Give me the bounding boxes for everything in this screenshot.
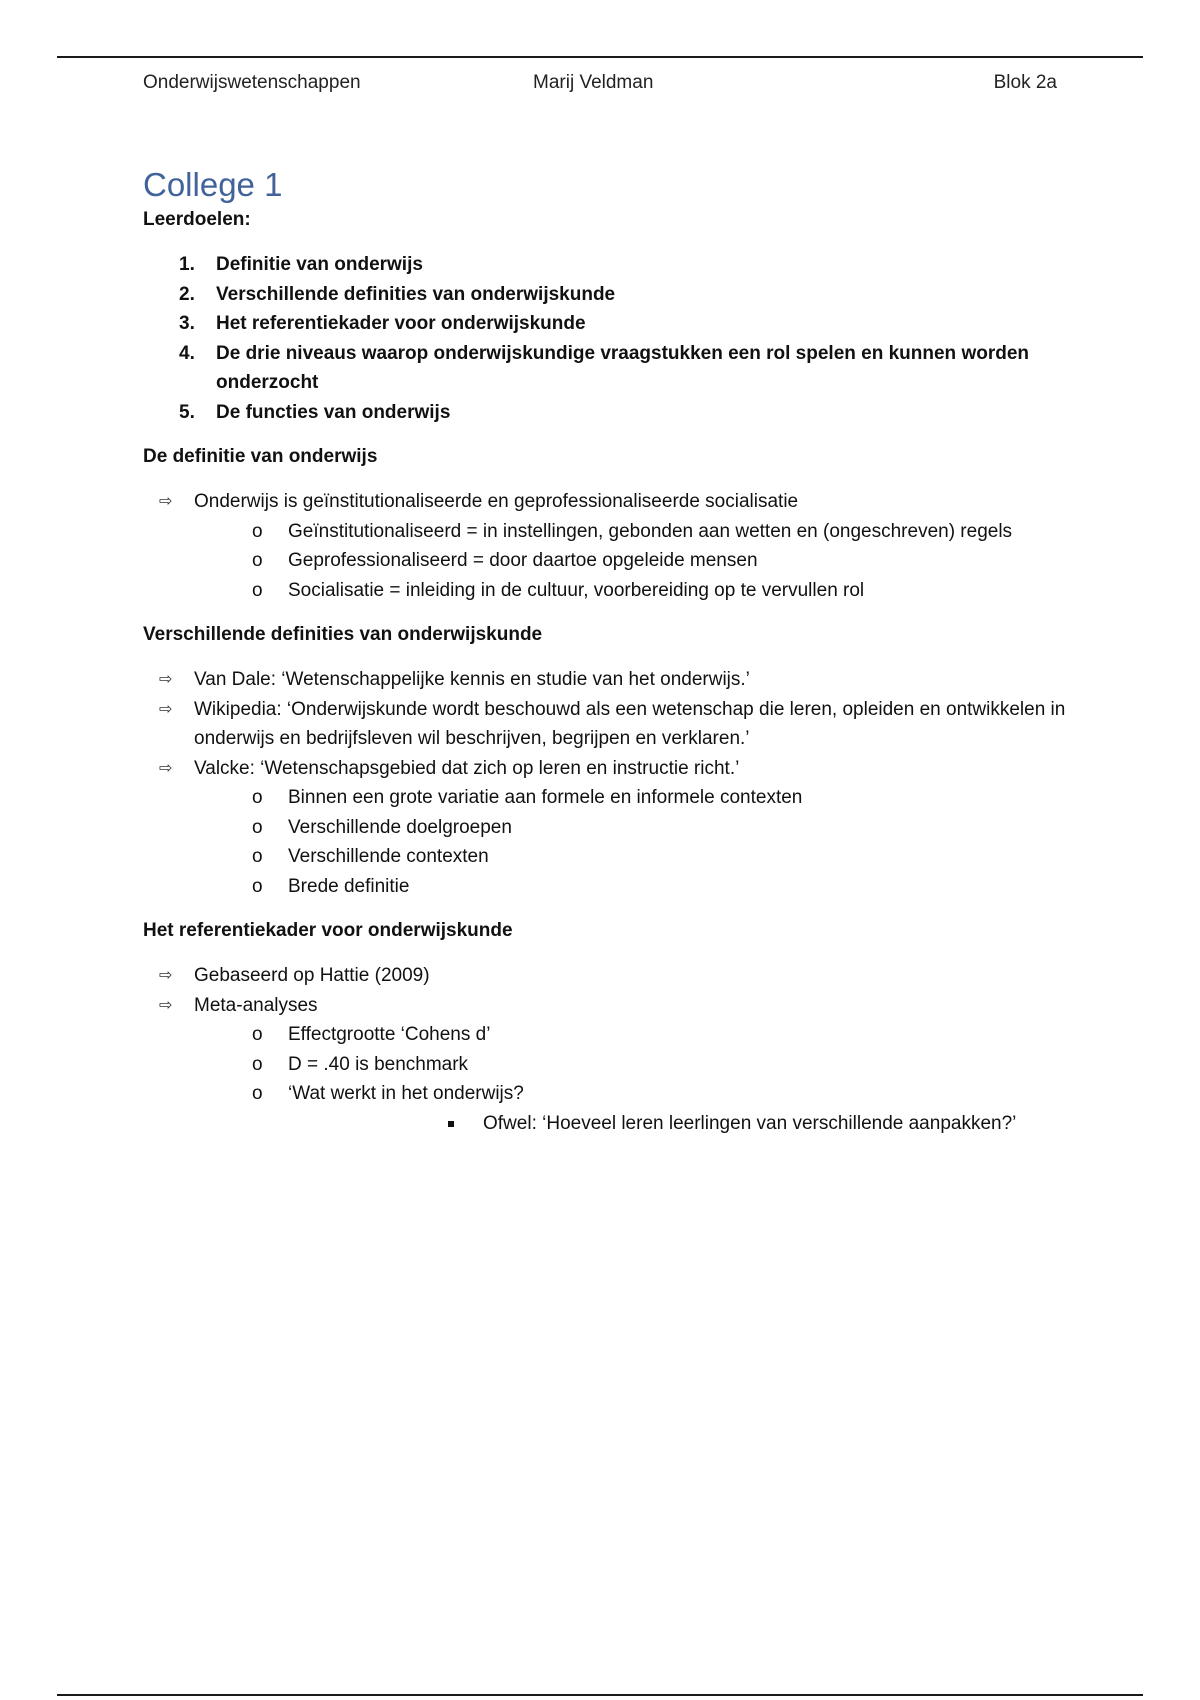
list-item-text: Meta-analyses xyxy=(194,994,318,1016)
arrow-right-icon: ⇨ xyxy=(159,671,173,688)
goal-text: De functies van onderwijs xyxy=(216,401,451,423)
sub-item xyxy=(194,546,1073,576)
list-item xyxy=(143,695,1073,754)
goal-item xyxy=(143,398,1073,428)
goals-label: Leerdoelen: xyxy=(143,209,251,230)
arrow-right-icon: ⇨ xyxy=(159,700,173,718)
arrow-right-icon: ⇨ xyxy=(159,967,173,984)
page-header xyxy=(143,72,1057,98)
list-item xyxy=(143,665,1073,695)
circle-bullet-icon: o xyxy=(252,875,263,897)
goals-list xyxy=(143,250,1073,427)
sub-item-text: Binnen een grote variatie aan formele en informele contexten xyxy=(288,787,803,808)
circle-bullet-icon: o xyxy=(252,579,263,601)
circle-bullet-icon: o xyxy=(252,816,263,838)
sub-item xyxy=(194,783,1073,813)
circle-bullet-icon: o xyxy=(252,1083,263,1104)
circle-bullet-icon: o xyxy=(252,1024,263,1045)
sub-item xyxy=(194,517,1073,547)
sub-item xyxy=(194,872,1073,902)
goal-number: 3. xyxy=(179,313,195,334)
sub-item xyxy=(194,576,1073,606)
page-title: College 1 xyxy=(143,166,283,203)
header-author: Marij Veldman xyxy=(533,72,654,93)
sub-item xyxy=(194,1079,1073,1138)
arrow-right-icon: ⇨ xyxy=(159,996,173,1014)
sub-list xyxy=(194,783,1073,901)
definities-list xyxy=(143,665,1073,901)
goal-item xyxy=(143,309,1073,339)
arrow-right-icon: ⇨ xyxy=(159,493,173,510)
list-item xyxy=(143,487,1073,605)
goal-item xyxy=(143,280,1073,310)
goal-number: 4. xyxy=(179,342,195,364)
circle-bullet-icon: o xyxy=(252,787,263,808)
circle-bullet-icon: o xyxy=(252,520,263,542)
goal-text: De drie niveaus waarop onderwijskundige vraagstukken een rol spelen en kunnen worden onderzocht xyxy=(216,342,1030,393)
sub-item-text: Geprofessionaliseerd = door daartoe opgeleide mensen xyxy=(288,550,758,571)
list-item-text: Wikipedia: ‘Onderwijskunde wordt beschouwd als een wetenschap die leren, opleiden en ontwikkelen in onderwijs en bedrijfsleven wil beschrijven, begrijpen en verklaren.’ xyxy=(194,698,1066,749)
header-block: Blok 2a xyxy=(993,72,1057,93)
sub-item-text: Verschillende contexten xyxy=(288,846,489,867)
sub-item-text: Socialisatie = inleiding in de cultuur, voorbereiding op te vervullen rol xyxy=(288,579,865,601)
header-course: Onderwijswetenschappen xyxy=(143,72,361,93)
sub-sub-item-text: Ofwel: ‘Hoeveel leren leerlingen van verschillende aanpakken?’ xyxy=(483,1112,1017,1134)
circle-bullet-icon: o xyxy=(252,550,263,571)
list-item-text: Gebaseerd op Hattie (2009) xyxy=(194,965,430,986)
goal-number: 2. xyxy=(179,283,195,305)
sub-item xyxy=(194,842,1073,872)
goal-text: Verschillende definities van onderwijskunde xyxy=(216,283,616,305)
list-item-text: Onderwijs is geïnstitutionaliseerde en geprofessionaliseerde socialisatie xyxy=(194,491,799,512)
referentiekader-list xyxy=(143,961,1073,1138)
sub-item-text: Verschillende doelgroepen xyxy=(288,816,512,838)
list-item xyxy=(143,754,1073,902)
arrow-right-icon: ⇨ xyxy=(159,759,173,777)
sub-item-text: Brede definitie xyxy=(288,875,410,897)
section-title-definities: Verschillende definities van onderwijskunde xyxy=(143,624,543,645)
sub-item-text: Geïnstitutionaliseerd = in instellingen, gebonden aan wetten en (ongeschreven) regels xyxy=(288,520,1013,542)
goal-item xyxy=(143,339,1073,398)
goal-item xyxy=(143,250,1073,280)
header-rule xyxy=(57,56,1143,58)
document-body xyxy=(143,164,1073,1138)
list-item xyxy=(143,991,1073,1139)
circle-bullet-icon: o xyxy=(252,1053,263,1075)
sub-item xyxy=(194,813,1073,843)
sub-sub-item xyxy=(288,1109,1073,1139)
square-bullet-icon xyxy=(448,1121,454,1127)
sub-list xyxy=(194,1020,1073,1138)
goal-number: 1. xyxy=(179,254,195,275)
section-title-definitie: De definitie van onderwijs xyxy=(143,446,378,467)
circle-bullet-icon: o xyxy=(252,846,263,867)
sub-item-text: ‘Wat werkt in het onderwijs? xyxy=(288,1083,524,1104)
definitie-list xyxy=(143,487,1073,605)
sub-sub-list xyxy=(288,1109,1073,1139)
sub-list xyxy=(194,517,1073,606)
sub-item-text: D = .40 is benchmark xyxy=(288,1053,469,1075)
goal-text: Definitie van onderwijs xyxy=(216,254,423,275)
sub-item-text: Effectgrootte ‘Cohens d’ xyxy=(288,1024,491,1045)
list-item-text: Van Dale: ‘Wetenschappelijke kennis en studie van het onderwijs.’ xyxy=(194,669,750,690)
goal-number: 5. xyxy=(179,401,195,423)
sub-item xyxy=(194,1020,1073,1050)
list-item-text: Valcke: ‘Wetenschapsgebied dat zich op leren en instructie richt.’ xyxy=(194,757,740,779)
goal-text: Het referentiekader voor onderwijskunde xyxy=(216,313,586,334)
footer-rule xyxy=(57,1694,1143,1696)
sub-item xyxy=(194,1050,1073,1080)
section-title-referentiekader: Het referentiekader voor onderwijskunde xyxy=(143,920,513,941)
list-item xyxy=(143,961,1073,991)
